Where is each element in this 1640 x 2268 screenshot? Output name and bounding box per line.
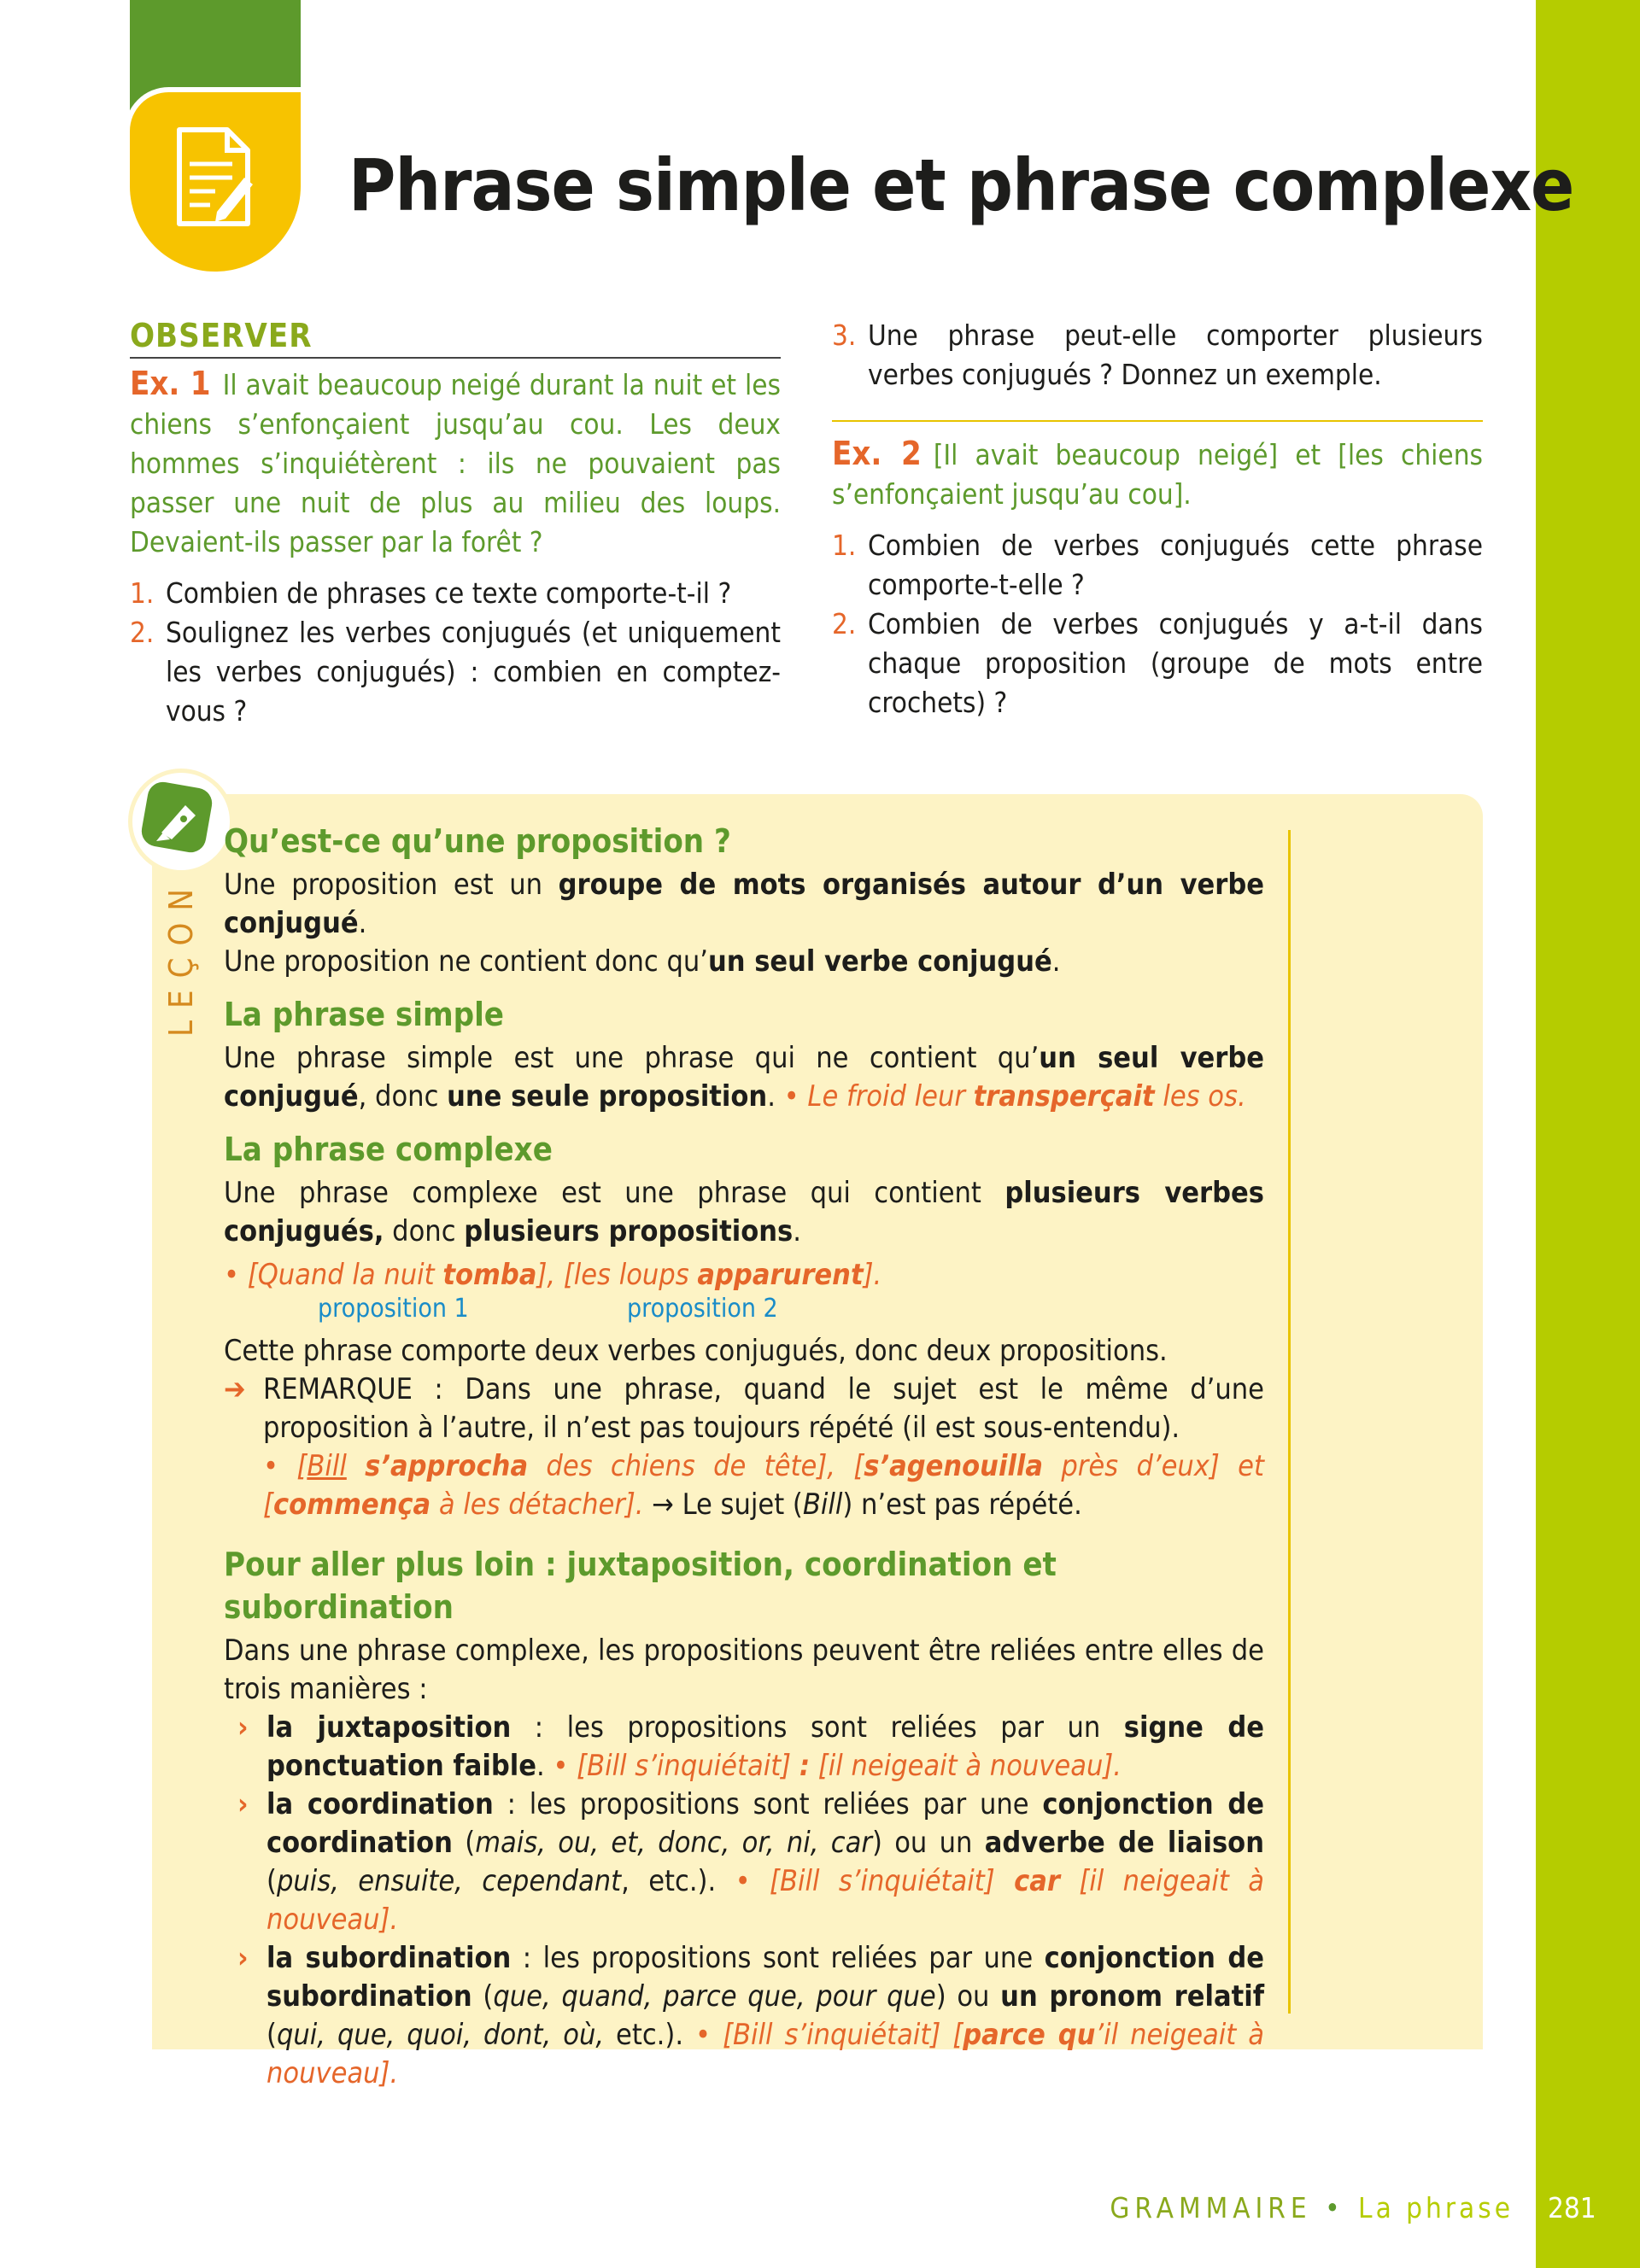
chevron-right-icon: › bbox=[237, 1710, 249, 1745]
text: . bbox=[793, 1214, 801, 1248]
text: Le sujet ( bbox=[673, 1488, 803, 1522]
observer-heading: OBSERVER bbox=[130, 316, 781, 359]
page-number: 281 bbox=[1548, 2191, 1596, 2224]
text-bold: signe de ponctuation faible bbox=[266, 1710, 1264, 1783]
question-item bbox=[832, 605, 1483, 722]
footer-dot: • bbox=[1325, 2191, 1345, 2224]
text: . bbox=[358, 906, 367, 940]
example-verb: transperçait bbox=[973, 1079, 1155, 1114]
lesson-paragraph bbox=[224, 943, 1264, 981]
example-verb: commença bbox=[272, 1488, 431, 1522]
example-text: les os. bbox=[1154, 1079, 1246, 1114]
text-bold: adverbe de liaison bbox=[984, 1826, 1264, 1860]
example-text: [il neigeait à nouveau]. bbox=[810, 1749, 1122, 1783]
text-italic: qui, que, quoi, dont, où, bbox=[276, 2018, 605, 2052]
lesson-label: LEÇON bbox=[162, 877, 200, 1037]
question-text: Une phrase peut-elle comporter plusieurs verbes conjugués ? Donnez un exemple. bbox=[868, 319, 1483, 391]
chevron-right-icon: › bbox=[237, 1941, 249, 1975]
exercise-2-text bbox=[832, 434, 1483, 514]
text: , etc.). bbox=[621, 1864, 717, 1898]
question-text: Combien de verbes conjugués cette phrase comporte-t-elle ? bbox=[868, 529, 1483, 601]
question-item bbox=[832, 316, 1483, 395]
example-verb: car bbox=[1014, 1864, 1060, 1898]
example-text: Le froid leur bbox=[807, 1079, 974, 1114]
text-italic: que, quand, parce que, pour que bbox=[493, 1979, 936, 2014]
example-verb: parce qu bbox=[963, 2018, 1096, 2052]
text: : les propositions sont reliées par une bbox=[493, 1787, 1043, 1821]
example-text: [ bbox=[296, 1449, 308, 1483]
text-italic: mais, ou, et, donc, or, ni, car bbox=[475, 1826, 872, 1860]
example-text: [Bill s’inquiétait] bbox=[568, 1749, 800, 1783]
right-sidebar-band bbox=[1536, 0, 1640, 2268]
example-verb: : bbox=[799, 1749, 811, 1783]
right-arrow-icon: → bbox=[652, 1488, 674, 1522]
text: . bbox=[767, 1079, 776, 1114]
remark-example bbox=[224, 1447, 1264, 1524]
divider bbox=[832, 420, 1483, 422]
text-bold: conjonction de subordination bbox=[266, 1941, 1265, 2014]
text-bold: groupe de mots organisés autour d’un verbe conjugué bbox=[224, 868, 1265, 940]
text: ) ou un bbox=[871, 1826, 985, 1860]
remark-text: REMARQUE : Dans une phrase, quand le sujet est le même d’une proposition à l’autre, il n’est pas toujours répété (il est sous-entendu). bbox=[263, 1372, 1264, 1445]
example-verb: s’approcha bbox=[365, 1449, 529, 1483]
example-verb: s’agenouilla bbox=[864, 1449, 1044, 1483]
remark bbox=[224, 1371, 1264, 1447]
exercise-1-questions bbox=[130, 574, 781, 731]
example-bullet: • bbox=[263, 1449, 279, 1483]
question-number: 3. bbox=[832, 319, 857, 352]
lesson-paragraph bbox=[224, 866, 1264, 943]
footer-section: GRAMMAIRE bbox=[1110, 2191, 1312, 2224]
question-item bbox=[130, 574, 781, 613]
text: ( bbox=[266, 1864, 277, 1898]
text: Une phrase simple est une phrase qui ne contient qu’ bbox=[224, 1041, 1040, 1075]
example-text: [Bill s’inquiétait] bbox=[750, 1864, 1015, 1898]
example-text: [Bill s’inquiétait] [ bbox=[711, 2018, 964, 2052]
question-text: Combien de phrases ce texte comporte-t-il ? bbox=[166, 576, 732, 610]
exercise-1-text bbox=[130, 364, 781, 562]
lesson-margin-line bbox=[1288, 830, 1291, 2014]
chapter-badge bbox=[130, 92, 301, 272]
section-title: Qu’est-ce qu’une proposition ? bbox=[224, 822, 731, 860]
coordination-item bbox=[224, 1786, 1264, 1939]
proposition-labels bbox=[224, 1295, 1264, 1325]
example-text: ’il neigeait à nouveau]. bbox=[266, 2018, 1265, 2090]
text: , donc bbox=[358, 1079, 448, 1114]
text-italic: Bill bbox=[802, 1488, 843, 1522]
proposition-2-label: proposition 2 bbox=[627, 1294, 778, 1324]
page-title: Phrase simple et phrase complexe bbox=[348, 143, 1574, 227]
question-text: Soulignez les verbes conjugués (et uniquement les verbes conjugués) : combien en comptez-vous ? bbox=[166, 616, 781, 728]
example-text: [il neigeait à nouveau]. bbox=[266, 1864, 1265, 1937]
text-bold: la subordination bbox=[266, 1941, 512, 1975]
example-bullet: • bbox=[224, 1258, 240, 1292]
example-text: ], [les loups bbox=[536, 1258, 698, 1292]
text-bold: un pronom relatif bbox=[1000, 1979, 1264, 2014]
question-text: Combien de verbes conjugués y a-t-il dans chaque proposition (groupe de mots entre crochets) ? bbox=[868, 607, 1483, 719]
example-bullet: • bbox=[735, 1864, 751, 1898]
question-number: 1. bbox=[130, 576, 155, 610]
example-text: à les détacher]. bbox=[430, 1488, 644, 1522]
text: donc bbox=[384, 1214, 465, 1248]
section-title: La phrase complexe bbox=[224, 1131, 553, 1168]
lesson-paragraph bbox=[224, 1039, 1264, 1116]
lesson-badge bbox=[128, 769, 234, 874]
juxtaposition-item bbox=[224, 1709, 1264, 1786]
exercise-1-questions-cont bbox=[832, 316, 1483, 395]
example-bullet: • bbox=[695, 2018, 712, 2052]
example-text: [Quand la nuit bbox=[247, 1258, 443, 1292]
text-bold: conjonction de coordination bbox=[266, 1787, 1265, 1860]
text: Une phrase complexe est une phrase qui contient bbox=[224, 1176, 1005, 1210]
footer-chapter: La phrase bbox=[1358, 2191, 1514, 2224]
text-italic: puis, ensuite, cependant bbox=[276, 1864, 622, 1898]
text: ) n’est pas répété. bbox=[842, 1488, 1082, 1522]
example-text: ]. bbox=[863, 1258, 882, 1292]
text: ( bbox=[452, 1826, 476, 1860]
question-item bbox=[130, 613, 781, 731]
text: . bbox=[536, 1749, 545, 1783]
example-verb: tomba bbox=[442, 1258, 537, 1292]
text-bold: un seul verbe conjugué bbox=[224, 1041, 1264, 1114]
example-text: près d’eux] et [ bbox=[263, 1449, 1264, 1522]
lesson-content bbox=[224, 820, 1264, 2093]
lesson-paragraph bbox=[224, 1174, 1264, 1251]
text: ( bbox=[472, 1979, 494, 2014]
question-item bbox=[832, 526, 1483, 605]
lesson-paragraph: Cette phrase comporte deux verbes conjugués, donc deux propositions. bbox=[224, 1334, 1168, 1368]
page-footer bbox=[1110, 2191, 1514, 2224]
example-bullet: • bbox=[783, 1079, 800, 1114]
fountain-pen-icon bbox=[136, 776, 218, 858]
example-verb: apparurent bbox=[697, 1258, 864, 1292]
subordination-item bbox=[224, 1939, 1264, 2093]
example-subject: Bill bbox=[307, 1449, 347, 1483]
text: Une proposition ne contient donc qu’ bbox=[224, 944, 708, 979]
document-pencil-icon bbox=[173, 126, 258, 229]
text-bold: la juxtaposition bbox=[266, 1710, 512, 1745]
exercise-1-label: Ex. 1 bbox=[130, 365, 211, 402]
exercise-2-questions bbox=[832, 526, 1483, 722]
proposition-1-label: proposition 1 bbox=[318, 1294, 469, 1324]
text-bold: la coordination bbox=[266, 1787, 494, 1821]
question-number: 2. bbox=[130, 616, 155, 649]
observer-left-column bbox=[130, 316, 781, 731]
question-number: 2. bbox=[832, 607, 857, 640]
remark-arrow-icon: ➔ bbox=[224, 1372, 246, 1406]
chevron-right-icon: › bbox=[237, 1787, 249, 1821]
text-bold: plusieurs propositions bbox=[464, 1214, 794, 1248]
text-bold: une seule proposition bbox=[447, 1079, 768, 1114]
exercise-2-passage: [Il avait beaucoup neigé] et [les chiens s’enfonçaient jusqu’au cou]. bbox=[832, 438, 1483, 511]
section-title: La phrase simple bbox=[224, 996, 504, 1033]
question-number: 1. bbox=[832, 529, 857, 562]
text: ) ou bbox=[935, 1979, 1001, 2014]
example-text: des chiens de tête], [ bbox=[528, 1449, 864, 1483]
text: etc.). bbox=[604, 2018, 684, 2052]
lesson-paragraph: Dans une phrase complexe, les propositions peuvent être reliées entre elles de trois manières : bbox=[224, 1634, 1264, 1706]
text: ( bbox=[266, 2018, 277, 2052]
text: . bbox=[1051, 944, 1061, 979]
exercise-1-passage: Il avait beaucoup neigé durant la nuit et les chiens s’enfonçaient jusqu’au cou. Les deux hommes s’inquiétèrent : ils ne pouvaient pas passer une nuit de plus au milieu des loups. Devaient-ils passer par la forêt ? bbox=[130, 368, 781, 558]
section-title: Pour aller plus loin : juxtaposition, coordination et subordination bbox=[224, 1546, 1057, 1626]
text: Une proposition est un bbox=[224, 868, 559, 902]
text-bold: un seul verbe conjugué bbox=[707, 944, 1052, 979]
observer-right-column bbox=[832, 316, 1483, 722]
text: : les propositions sont reliées par une bbox=[511, 1941, 1045, 1975]
text: : les propositions sont reliées par un bbox=[511, 1710, 1124, 1745]
example-bullet: • bbox=[553, 1749, 569, 1783]
exercise-2-label: Ex. 2 bbox=[832, 435, 922, 472]
text-bold: plusieurs verbes conjugués, bbox=[224, 1176, 1264, 1248]
